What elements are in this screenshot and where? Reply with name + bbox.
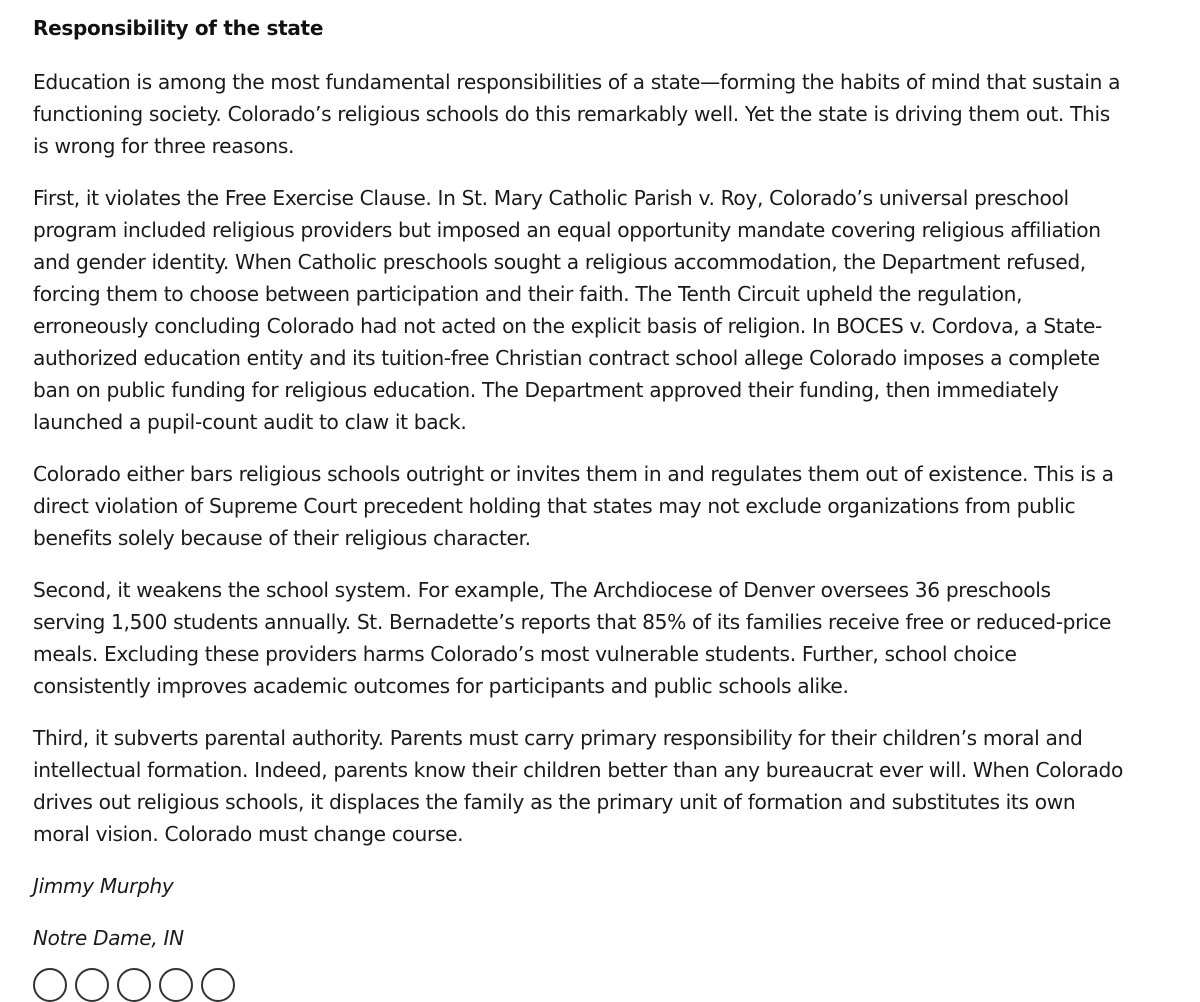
paragraph-school-system: Second, it weakens the school system. For example, The Archdiocese of Denver oversees 36 preschools serving 1,500 students annually. St. Bernadette’s reports that 85% of its families receive free or reduced-price meals. Excluding these providers harms Colorado’s most vulnerable students. Further, school choice consistently improves academic outcomes for participants and public schools alike. (33, 578, 1112, 698)
share-button-4[interactable] (159, 968, 193, 1002)
share-buttons-row (33, 968, 235, 1002)
share-button-5[interactable] (201, 968, 235, 1002)
letter-article (33, 14, 1123, 974)
paragraph-free-exercise: First, it violates the Free Exercise Clause. In St. Mary Catholic Parish v. Roy, Colorado’s universal preschool program included religious providers but imposed an equal opportunity mandate covering religious affiliation and gender identity. When Catholic preschools sought a religious accommodation, the Department refused, forcing them to choose between participation and their faith. The Tenth Circuit upheld the regulation, erroneously concluding Colorado had not acted on the explicit basis of religion. In BOCES v. Cordova, a State-authorized education entity and its tuition-free Christian contract school allege Colorado imposes a complete ban on public funding for religious education. The Department approved their funding, then immediately launched a pupil-count audit to claw it back. (33, 186, 1102, 434)
share-button-2[interactable] (75, 968, 109, 1002)
author-name: Jimmy Murphy (33, 874, 174, 898)
share-button-1[interactable] (33, 968, 67, 1002)
paragraph-precedent: Colorado either bars religious schools outright or invites them in and regulates them out of existence. This is a direct violation of Supreme Court precedent holding that states may not exclude organizations from public benefits solely because of their religious character. (33, 462, 1114, 550)
paragraph-parental-authority: Third, it subverts parental authority. Parents must carry primary responsibility for their children’s moral and intellectual formation. Indeed, parents know their children better than any bureaucrat ever will. When Colorado drives out religious schools, it displaces the family as the primary unit of formation and substitutes its own moral vision. Colorado must change course. (33, 726, 1123, 846)
letter-heading: Responsibility of the state (33, 16, 324, 40)
paragraph-intro: Education is among the most fundamental responsibilities of a state—forming the habits of mind that sustain a functioning society. Colorado’s religious schools do this remarkably well. Yet the state is driving them out. This is wrong for three reasons. (33, 70, 1121, 158)
share-button-3[interactable] (117, 968, 151, 1002)
author-location: Notre Dame, IN (33, 926, 184, 950)
